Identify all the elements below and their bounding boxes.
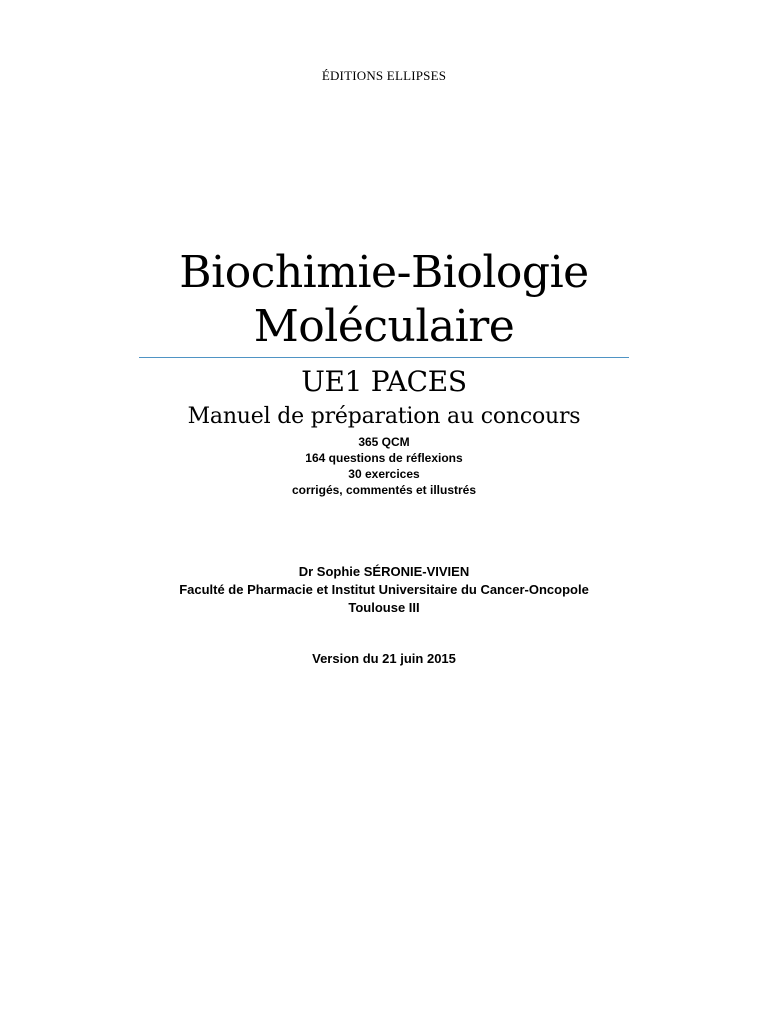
- content-summary: [0, 434, 768, 498]
- book-title: [0, 246, 768, 354]
- count-description: corrigés, commentés et illustrés: [291, 483, 477, 497]
- author-name: Dr Sophie SÉRONIE-VIVIEN: [298, 564, 470, 579]
- author-block: [0, 563, 768, 617]
- course-subtitle: UE1 PACES: [301, 365, 467, 398]
- title-line-1: Biochimie-Biologie: [179, 247, 589, 298]
- author-university: Toulouse III: [348, 600, 420, 615]
- count-exercises: 30 exercices: [348, 467, 420, 481]
- author-affiliation: Faculté de Pharmacie et Institut Universitaire du Cancer-Oncopole: [179, 582, 589, 597]
- manual-subtitle: Manuel de préparation au concours: [187, 404, 581, 429]
- title-line-2: Moléculaire: [253, 301, 515, 352]
- count-qcm: 365 QCM: [358, 435, 410, 449]
- publisher-name: ÉDITIONS ELLIPSES: [321, 68, 447, 83]
- title-divider: [139, 357, 629, 358]
- count-questions: 164 questions de réflexions: [305, 451, 463, 465]
- version-date: Version du 21 juin 2015: [312, 651, 456, 666]
